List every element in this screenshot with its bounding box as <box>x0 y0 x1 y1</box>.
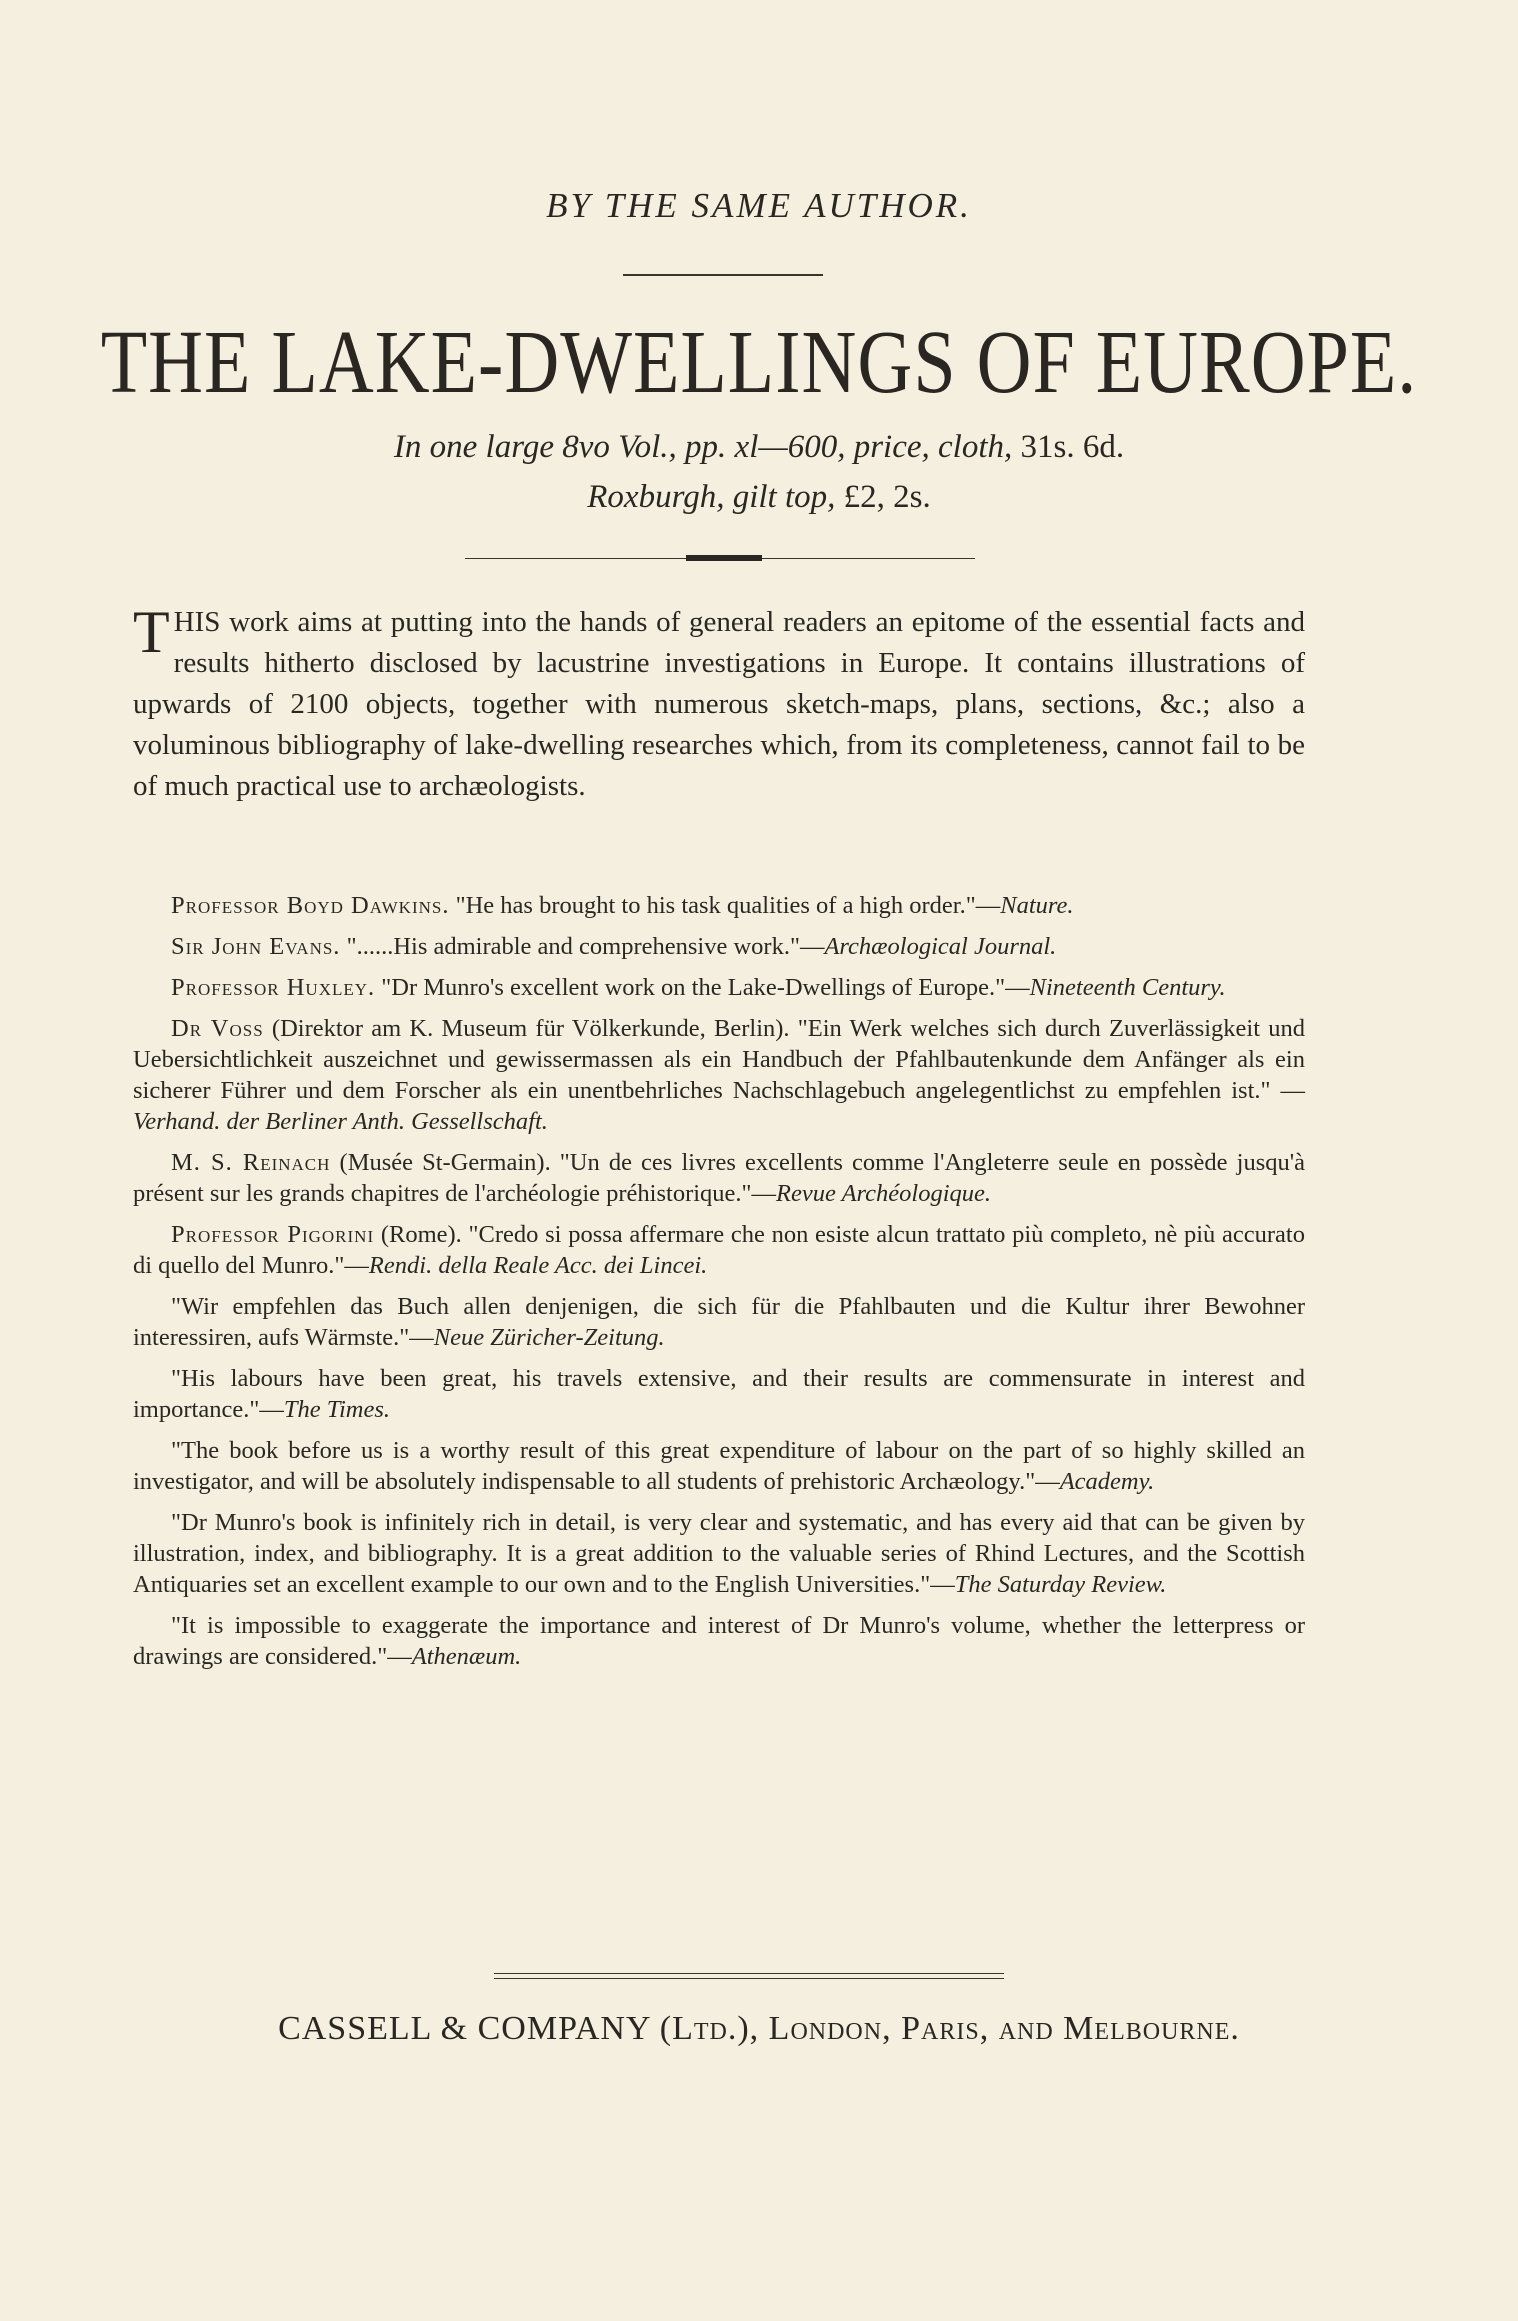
review-author: Sir John Evans. <box>171 933 341 960</box>
divider-short <box>623 274 823 276</box>
review-item <box>133 1363 1305 1425</box>
review-quote: "It is impossible to exaggerate the importance and interest of Dr Munro's volume, whether the letterpress or drawings are considered."— <box>133 1612 1305 1670</box>
review-quote: "Dr Munro's book is infinitely rich in detail, is very clear and systematic, and has every aid that can be given by illustration, index, and bibliography. It is a great addition to the valuable series of Rhind Lectures, and the Scottish Antiquaries set an excellent example to our own and to the English Universities."— <box>133 1509 1305 1598</box>
review-quote: "Dr Munro's excellent work on the Lake-Dwellings of Europe."— <box>381 974 1030 1001</box>
review-item <box>133 1507 1305 1600</box>
review-source: Academy. <box>1059 1468 1155 1495</box>
divider-bottom-1 <box>494 1973 1004 1974</box>
review-quote: "His labours have been great, his travels extensive, and their results are commensurate in interest and importance."— <box>133 1365 1305 1423</box>
review-quote: "He has brought to his task qualities of a high order."— <box>455 892 1001 919</box>
review-item <box>133 972 1305 1003</box>
drop-cap: T <box>133 599 170 665</box>
review-source: The Times. <box>283 1396 391 1423</box>
book-title: THE LAKE-DWELLINGS OF EUROPE. <box>100 313 1418 413</box>
review-source: Revue Archéologique. <box>776 1180 992 1207</box>
publisher-name: CASSELL & COMPANY <box>278 2010 651 2047</box>
review-item <box>133 1291 1305 1353</box>
edition-binding: Roxburgh, gilt top, <box>587 479 836 515</box>
review-item <box>133 1435 1305 1497</box>
review-source: Neue Züricher-Zeitung. <box>433 1324 665 1351</box>
review-item <box>133 1610 1305 1672</box>
review-item <box>133 1147 1305 1209</box>
edition-line-2 <box>0 472 1518 522</box>
review-quote: "The book before us is a worthy result of this great expenditure of labour on the part of so highly skilled an investigator, and will be absolutely indispensable to all students of prehistoric Archæology."— <box>133 1437 1305 1495</box>
edition-line-1 <box>0 422 1518 472</box>
review-item <box>133 890 1305 921</box>
review-source: Nineteenth Century. <box>1029 974 1226 1001</box>
review-source: Nature. <box>1000 892 1074 919</box>
review-item <box>133 1013 1305 1137</box>
reviews-list <box>133 890 1305 1682</box>
review-author: M. S. Reinach <box>171 1149 331 1176</box>
review-author: Professor Pigorini <box>171 1221 375 1248</box>
review-author: Dr Voss <box>171 1015 264 1042</box>
divider-ornament-bar <box>686 555 762 561</box>
intro-text: HIS work aims at putting into the hands of general readers an epitome of the essential facts and results hitherto disclosed by lacustrine investigations in Europe. It contains illustrations of upwards of 2100 objects, together with numerous sketch-maps, plans, sections, &c.; also a voluminous bibliography of lake-dwelling researches which, from its completeness, cannot fail to be of much practical use to archæologists. <box>133 606 1305 802</box>
review-item <box>133 1219 1305 1281</box>
review-item <box>133 931 1305 962</box>
review-quote: (Rome). "Credo si possa affermare che non esiste alcun trattato più completo, nè più accurato di quello del Munro."— <box>133 1221 1305 1279</box>
by-author-heading: BY THE SAME AUTHOR. <box>546 186 972 225</box>
divider-bottom-2 <box>494 1978 1004 1979</box>
review-author: Professor Boyd Dawkins. <box>171 892 450 919</box>
edition-price-cloth: 31s. 6d. <box>1020 429 1125 465</box>
review-author: Professor Huxley. <box>171 974 376 1001</box>
intro-paragraph <box>133 599 1305 807</box>
publisher-locations: (Ltd.), London, Paris, and Melbourne. <box>659 2010 1240 2047</box>
edition-format: In one large 8vo Vol., pp. xl—600, price, cloth, <box>393 429 1013 465</box>
review-quote: (Direktor am K. Museum für Völkerkunde, Berlin). "Ein Werk welches sich durch Zuverlässigkeit und Uebersichtlichkeit auszeichnet und gewissermassen als ein Handbuch der Pfahlbautenkunde dem Anfänger als ein sicherer Führer und dem Forscher als ein unentbehrliches Nachschlagebuch angelegentlichst zu empfehlen ist." — <box>133 1015 1306 1104</box>
review-source: Verhand. der Berliner Anth. Gessellschaft. <box>133 1108 548 1135</box>
edition-info <box>0 422 1518 522</box>
review-source: Rendi. della Reale Acc. dei Lincei. <box>368 1252 708 1279</box>
review-quote: "......His admirable and comprehensive work."— <box>346 933 825 960</box>
review-source: Archæological Journal. <box>824 933 1057 960</box>
publisher-imprint <box>0 2010 1518 2048</box>
review-quote: "Wir empfehlen das Buch allen denjenigen, die sich für die Pfahlbauten und die Kultur ihrer Bewohner interessiren, aufs Wärmste."— <box>133 1293 1305 1351</box>
edition-price-roxburgh: £2, 2s. <box>843 479 931 515</box>
review-source: The Saturday Review. <box>954 1571 1167 1598</box>
review-source: Athenæum. <box>411 1643 522 1670</box>
review-quote: (Musée St-Germain). "Un de ces livres excellents comme l'Angleterre seule en possède jusqu'à présent sur les grands chapitres de l'archéologie préhistorique."— <box>133 1149 1306 1207</box>
